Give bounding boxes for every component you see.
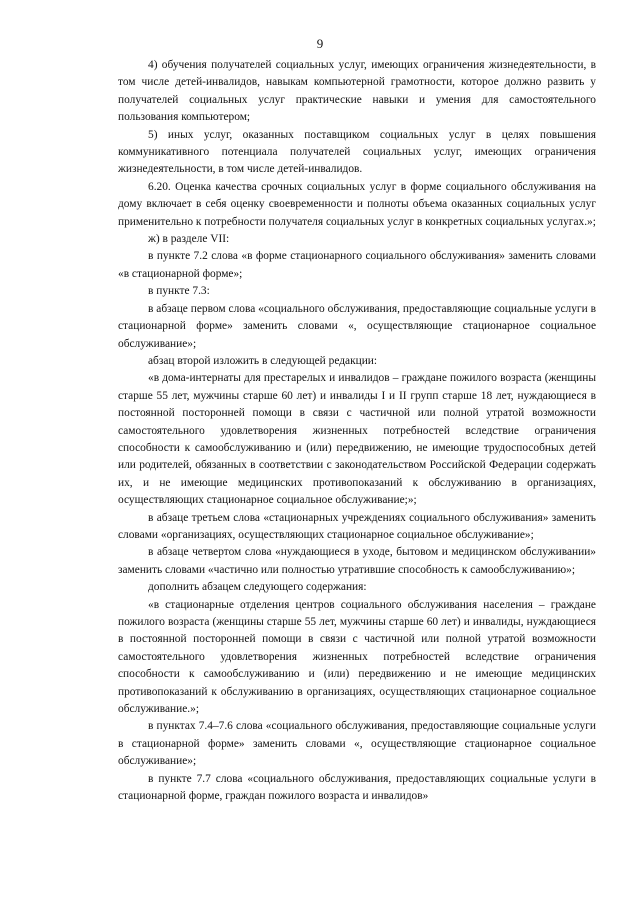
paragraph: в абзаце первом слова «социального обслуживания, предоставляющие социальные услуги в стационарной форме» заменить словами «, осуществляющие стационарное социальное обслуживание»;: [118, 302, 596, 350]
paragraph: «в дома-интернаты для престарелых и инвалидов – граждане пожилого возраста (женщины старше 55 лет, мужчины старше 60 лет) и инвалиды I и II групп старше 18 лет, нуждающиеся в постоянной посторонней помощи в связи с частичной или полной утратой возможности самостоятельного удовлетворения жизненных потребностей вследствие ограничения способности к самообслуживанию и (или) передвижению, не имеющие трудоспособных детей или родителей, обязанных в соответствии с законодательством Российской Федерации содержать их, и не имеющие медицинских противопоказаний к обслуживанию в организациях, осуществляющих стационарное социальное обслуживание;»;: [118, 372, 596, 507]
paragraph: дополнить абзацем следующего содержания:: [148, 581, 367, 594]
document-body: [118, 57, 596, 805]
paragraph: 5) иных услуг, оказанных поставщиком социальных услуг в целях повышения коммуникативного потенциала получателей социальных услуг, имеющих ограничения жизнедеятельности, в том числе детей-инвалидов.: [118, 128, 596, 176]
paragraph: «в стационарные отделения центров социального обслуживания населения – граждане пожилого возраста (женщины старше 55 лет, мужчины старше 60 лет) и инвалиды, нуждающиеся в постоянной посторонней помощи в связи с частичной или полной утратой возможности самостоятельного удовлетворения жизненных потребностей вследствие ограничения способности к самообслуживанию и (или) передвижению и не имеющие медицинских противопоказаний к обслуживанию в организациях, осуществляющих стационарное социальное обслуживание.»;: [118, 598, 596, 716]
paragraph: в пункте 7.2 слова «в форме стационарного социального обслуживания» заменить словами «в стационарной форме»;: [118, 250, 596, 280]
paragraph: ж) в разделе VII:: [148, 233, 230, 246]
paragraph: 6.20. Оценка качества срочных социальных услуг в форме социального обслуживания на дому включает в себя оценку своевременности и полноты объема оказанных социальных услуг применительно к потребности получателя социальных услуг в конкретных социальных услугах.»;: [118, 180, 596, 228]
paragraph: в пункте 7.7 слова «социального обслуживания, предоставляющих социальные услуги в стационарной форме, граждан пожилого возраста и инвалидов»: [118, 772, 596, 803]
paragraph: в абзаце четвертом слова «нуждающиеся в уходе, бытовом и медицинском обслуживании» заменить словами «частично или полностью утратившие способность к самообслуживанию»;: [118, 546, 596, 576]
paragraph: 4) обучения получателей социальных услуг, имеющих ограничения жизнедеятельности, в том числе детей-инвалидов, навыкам компьютерной грамотности, которое должно развить у получателей социальных услуг практические навыки и умения для самостоятельного пользования компьютером;: [118, 59, 596, 124]
paragraph: в пунктах 7.4–7.6 слова «социального обслуживания, предоставляющие социальные услуги в стационарной форме» заменить словами «, осуществляющие стационарное социальное обслуживание»;: [118, 720, 596, 768]
paragraph: в абзаце третьем слова «стационарных учреждениях социального обслуживания» заменить словами «организациях, осуществляющих стационарное социальное обслуживание»;: [118, 511, 596, 541]
paragraph: абзац второй изложить в следующей редакции:: [148, 354, 378, 367]
page-number: 9: [316, 36, 324, 51]
paragraph: в пункте 7.3:: [148, 285, 210, 298]
